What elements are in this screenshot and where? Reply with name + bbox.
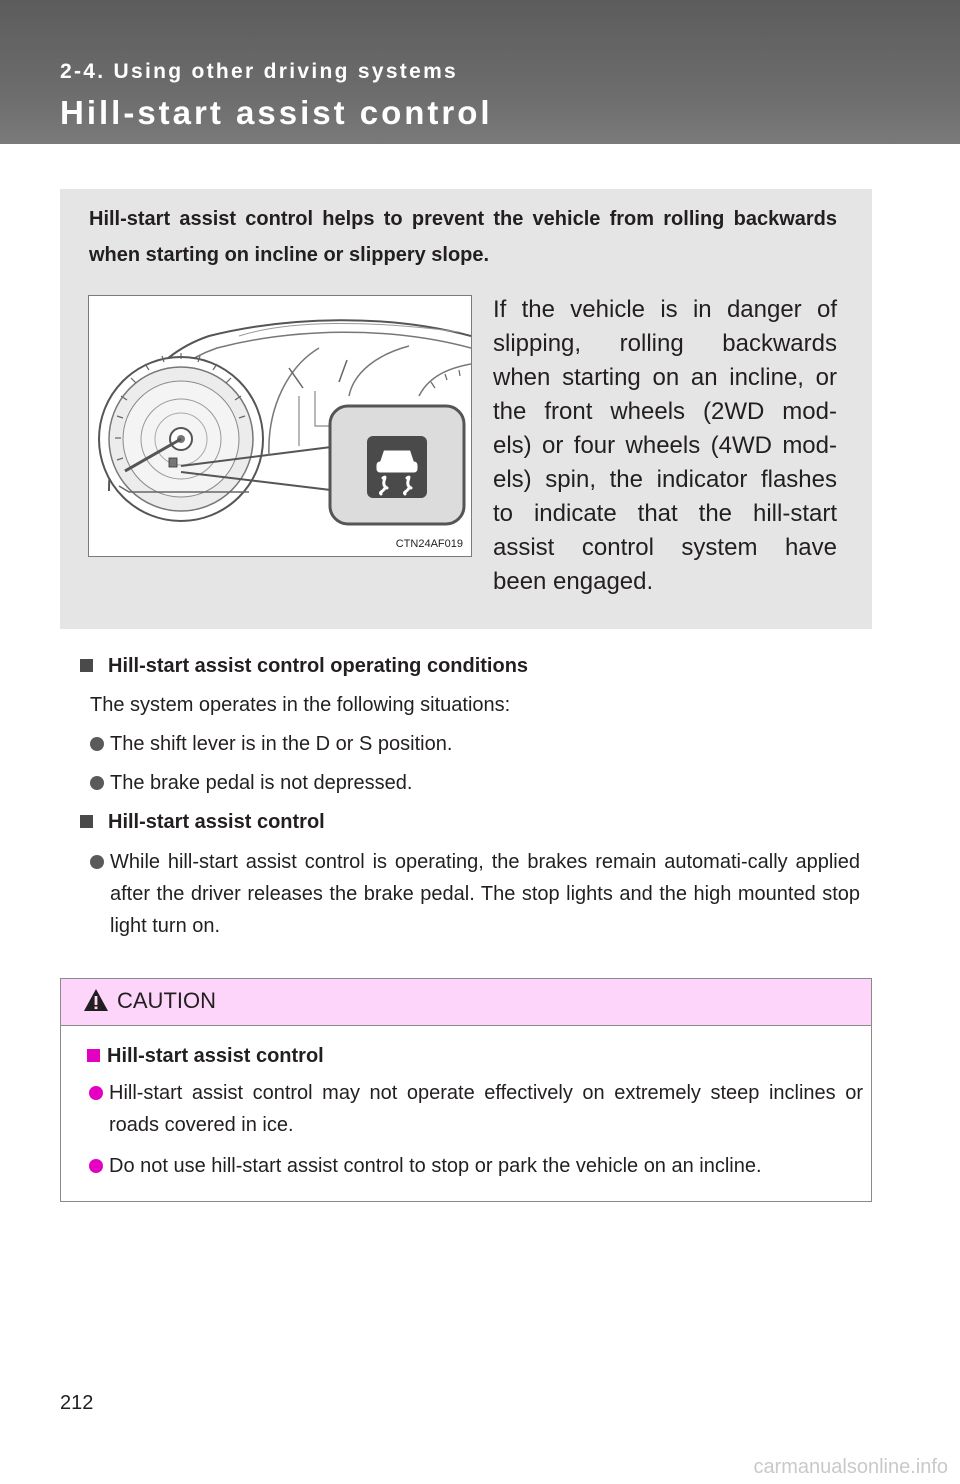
page-header [0,0,960,144]
description-line: when starting on an incline, or [493,364,837,391]
conditions-heading: Hill-start assist control operating conditions [80,648,860,684]
square-bullet-icon [80,815,93,828]
caution-box [60,978,872,1202]
circle-bullet-icon [90,737,104,751]
caution-header [61,979,871,1026]
section-label: 2-4. Using other driving systems [60,60,459,83]
page-title: Hill-start assist control [60,94,493,131]
description-line: If the vehicle is in danger of [493,296,837,323]
main-content [80,648,860,942]
description-line: to indicate that the hill-start [493,500,837,527]
description-line: assist control system have [493,534,837,561]
description-line: slipping, rolling backwards [493,330,837,357]
caution-heading: Hill-start assist control [87,1039,863,1073]
circle-bullet-icon [89,1086,103,1100]
caution-item: Hill-start assist control may not operate effectively on extremely steep inclines or roads covered in ice. [87,1077,863,1141]
description-line: els) or four wheels (4WD mod- [493,432,837,459]
conditions-intro: The system operates in the following situations: [90,694,511,716]
list-item: The brake pedal is not depressed. [80,765,860,801]
page-number: 212 [60,1392,94,1414]
circle-bullet-icon [90,855,104,869]
figure-code: CTN24AF019 [395,538,463,550]
description-line: been engaged. [493,568,654,595]
operation-heading: Hill-start assist control [80,804,860,840]
instrument-cluster-illustration [89,296,471,556]
description-line: els) spin, the indicator flashes [493,466,837,493]
indicator-description [493,293,837,599]
description-line: the front wheels (2WD mod- [493,398,837,425]
caution-item: Do not use hill-start assist control to stop or park the vehicle on an incline. [87,1150,863,1182]
intro-text: Hill-start assist control helps to prevent the vehicle from rolling backwards when starting on incline or slippery slope. [89,208,837,266]
square-bullet-icon [87,1049,100,1062]
caution-label: CAUTION [117,988,216,1013]
intro-box [60,189,872,629]
list-item: The shift lever is in the D or S position. [80,726,860,762]
watermark: carmanualsonline.info [753,1456,948,1478]
instrument-cluster-figure [88,295,472,557]
circle-bullet-icon [89,1159,103,1173]
circle-bullet-icon [90,776,104,790]
warning-triangle-icon [83,988,109,1012]
square-bullet-icon [80,659,93,672]
caution-body [87,1039,863,1182]
list-item: While hill-start assist control is operating, the brakes remain automati-cally applied after the driver releases the brake pedal. The stop lights and the high mounted stop light turn on. [80,846,860,942]
